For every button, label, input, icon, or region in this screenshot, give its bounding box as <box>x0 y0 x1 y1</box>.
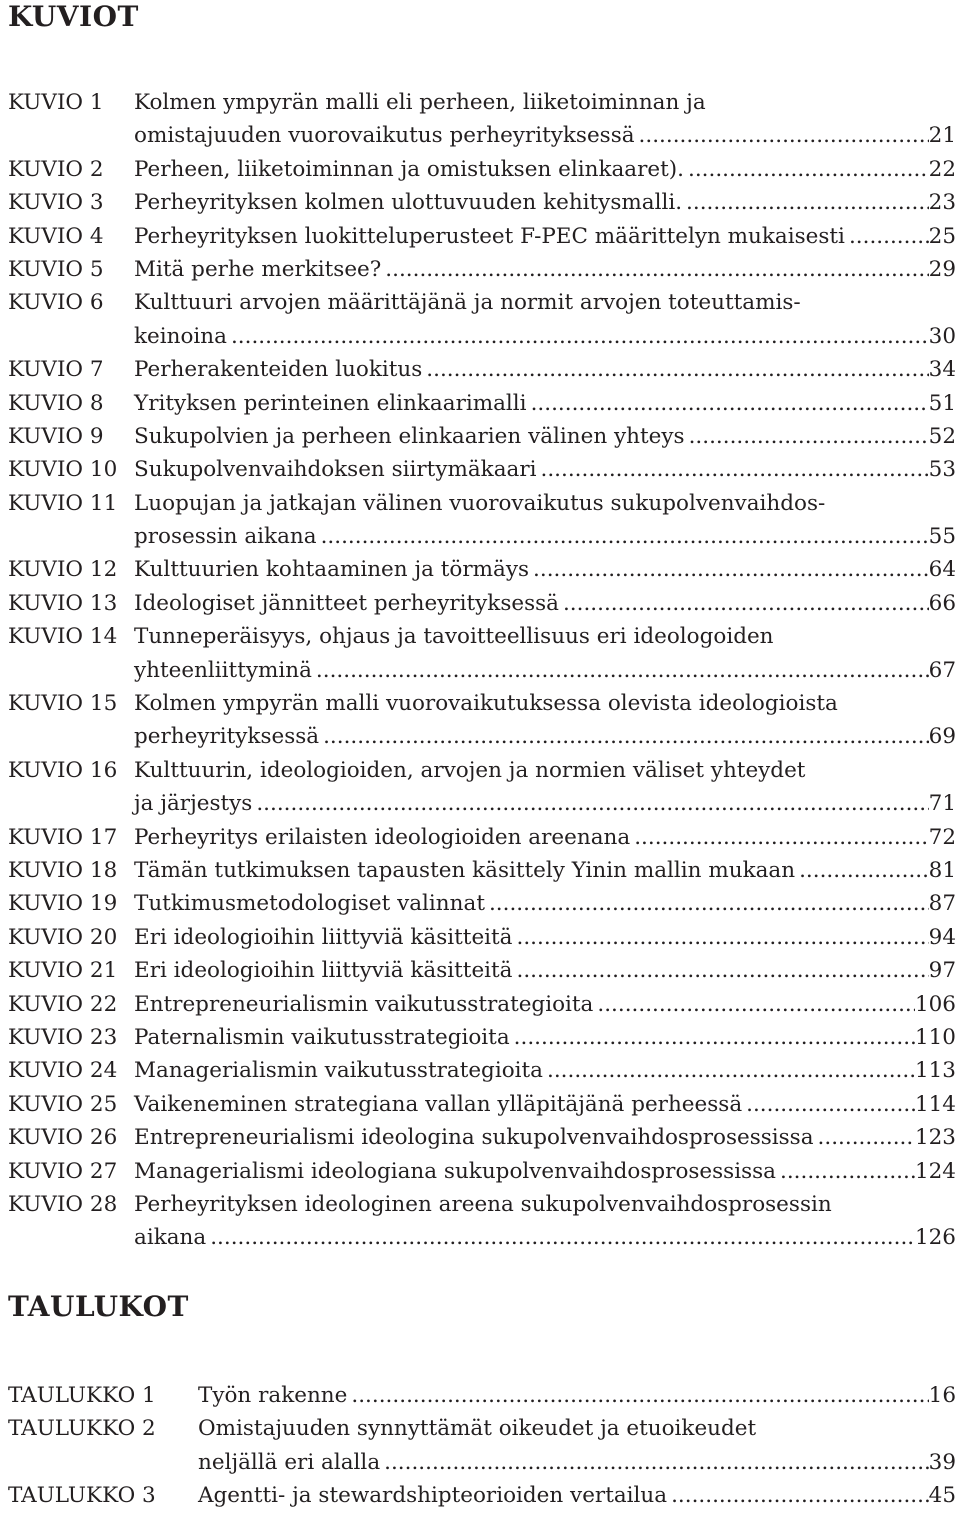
toc-line <box>8 921 956 954</box>
toc-label: KUVIO 27 <box>8 1158 118 1184</box>
page-number: 53 <box>928 457 956 483</box>
toc-line <box>8 353 956 386</box>
toc-line <box>8 487 956 520</box>
toc-label: KUVIO 7 <box>8 357 104 383</box>
toc-entry[interactable] <box>8 1155 956 1188</box>
toc-title-text: Omistajuuden synnyttämät oikeudet ja etuoikeudet <box>198 1416 757 1442</box>
toc-line <box>8 988 956 1021</box>
toc-title-text: Ideologiset jännitteet perheyrityksessä <box>134 590 559 616</box>
dot-leader <box>780 1155 915 1188</box>
page-number: 22 <box>928 156 956 182</box>
page-number: 34 <box>928 357 956 383</box>
toc-entry[interactable] <box>8 387 956 420</box>
page-number: 126 <box>914 1225 956 1251</box>
toc-entry[interactable] <box>8 553 956 586</box>
dot-leader <box>563 587 929 620</box>
toc-label: KUVIO 11 <box>8 490 118 516</box>
toc-line <box>8 787 956 820</box>
toc-title-text: Managerialismi ideologiana sukupolvenvaihdosprosessissa <box>134 1158 776 1184</box>
toc-label: KUVIO 20 <box>8 924 118 950</box>
toc-line <box>8 553 956 586</box>
page-number: 106 <box>914 991 956 1017</box>
toc-title-text: Perheyritys erilaisten ideologioiden areenana <box>134 824 631 850</box>
toc-line <box>8 854 956 887</box>
dot-leader <box>688 153 929 186</box>
dot-leader <box>686 186 929 219</box>
dot-leader <box>385 253 928 286</box>
toc-label: KUVIO 22 <box>8 991 118 1017</box>
page-number: 21 <box>928 123 956 149</box>
page-number: 94 <box>928 924 956 950</box>
dot-leader <box>210 1221 915 1254</box>
dot-leader <box>849 220 929 253</box>
toc-title-text: prosessin aikana <box>134 524 317 550</box>
dot-leader <box>323 720 929 753</box>
dot-leader <box>489 887 929 920</box>
toc-label: KUVIO 8 <box>8 390 104 416</box>
toc-label: KUVIO 2 <box>8 156 104 182</box>
toc-line <box>8 1221 956 1254</box>
toc-title-text: Mitä perhe merkitsee? <box>134 256 382 282</box>
toc-line <box>8 320 956 353</box>
page-number: 51 <box>928 390 956 416</box>
toc-label: KUVIO 13 <box>8 590 118 616</box>
toc-entry[interactable] <box>8 453 956 486</box>
tables-heading: TAULUKOT <box>8 1290 189 1323</box>
toc-entry[interactable] <box>8 186 956 219</box>
toc-title-text: Luopujan ja jatkajan välinen vuorovaikutus sukupolvenvaihdos- <box>134 490 826 516</box>
dot-leader <box>426 353 928 386</box>
page-number: 16 <box>928 1383 956 1408</box>
toc-entry[interactable] <box>8 1479 956 1512</box>
toc-line <box>8 1155 956 1188</box>
toc-line <box>8 720 956 753</box>
toc-line <box>8 954 956 987</box>
toc-label: KUVIO 19 <box>8 891 118 917</box>
toc-line <box>8 620 956 653</box>
toc-entry[interactable] <box>8 1054 956 1087</box>
dot-leader <box>531 387 929 420</box>
toc-line <box>8 1412 956 1445</box>
figures-list <box>8 86 956 1255</box>
toc-title-text: ja järjestys <box>134 791 253 817</box>
toc-label: KUVIO 28 <box>8 1191 118 1217</box>
dot-leader <box>541 453 929 486</box>
toc-title-text: Tutkimusmetodologiset valinnat <box>134 891 485 917</box>
page-number: 39 <box>928 1449 956 1475</box>
page-number: 124 <box>914 1158 956 1184</box>
page-number: 113 <box>914 1058 956 1084</box>
toc-entry[interactable] <box>8 1121 956 1154</box>
dot-leader <box>547 1054 915 1087</box>
toc-label: TAULUKKO 3 <box>8 1483 156 1509</box>
dot-leader <box>231 320 929 353</box>
toc-label: KUVIO 9 <box>8 423 104 449</box>
toc-entry[interactable] <box>8 353 956 386</box>
toc-title-text: omistajuuden vuorovaikutus perheyrityksessä <box>134 123 635 149</box>
toc-entry[interactable] <box>8 1021 956 1054</box>
page-number: 55 <box>928 524 956 550</box>
toc-title-text: Kulttuurin, ideologioiden, arvojen ja normien väliset yhteydet <box>134 757 806 783</box>
page-number: 87 <box>928 891 956 917</box>
toc-title-text: perheyrityksessä <box>134 724 320 750</box>
toc-title-text: Managerialismin vaikutusstrategioita <box>134 1058 543 1084</box>
toc-entry[interactable] <box>8 887 956 920</box>
toc-label: KUVIO 3 <box>8 190 104 216</box>
toc-title-text: Sukupolvien ja perheen elinkaarien välinen yhteys <box>134 423 685 449</box>
page-number: 23 <box>928 190 956 216</box>
toc-entry[interactable] <box>8 487 956 554</box>
toc-title-text: Kolmen ympyrän malli eli perheen, liiketoiminnan ja <box>134 90 706 115</box>
toc-entry[interactable] <box>8 1412 956 1479</box>
toc-title-text: Entrepreneurialismin vaikutusstrategioita <box>134 991 594 1017</box>
page-number: 67 <box>928 657 956 683</box>
toc-label: KUVIO 21 <box>8 958 118 984</box>
toc-title-text: Tämän tutkimuksen tapausten käsittely Yinin mallin mukaan <box>134 857 796 883</box>
toc-line <box>8 754 956 787</box>
page-number: 69 <box>928 724 956 750</box>
page-number: 29 <box>928 256 956 282</box>
toc-line <box>8 1379 956 1412</box>
toc-title-text: Perherakenteiden luokitus <box>134 357 423 383</box>
toc-entry[interactable] <box>8 687 956 754</box>
page-number: 97 <box>928 958 956 984</box>
toc-line <box>8 119 956 152</box>
toc-title-text: Perheyrityksen luokitteluperusteet F-PEC määrittelyn mukaisesti <box>134 223 845 249</box>
toc-title-text: Perheyrityksen ideologinen areena sukupolvenvaihdosprosessin <box>134 1191 832 1217</box>
dot-leader <box>818 1121 915 1154</box>
toc-entry[interactable] <box>8 253 956 286</box>
toc-entry[interactable] <box>8 620 956 687</box>
dot-leader <box>514 1021 915 1054</box>
toc-line <box>8 286 956 319</box>
toc-entry[interactable] <box>8 754 956 821</box>
toc-title-text: Eri ideologioihin liittyviä käsitteitä <box>134 958 513 984</box>
toc-line <box>8 453 956 486</box>
toc-entry[interactable] <box>8 1088 956 1121</box>
page-number: 123 <box>914 1125 956 1151</box>
toc-label: KUVIO 5 <box>8 256 104 282</box>
toc-line <box>8 687 956 720</box>
page-number: 25 <box>928 223 956 249</box>
dot-leader <box>533 553 929 586</box>
toc-label: KUVIO 24 <box>8 1058 118 1084</box>
toc-line <box>8 587 956 620</box>
toc-label: KUVIO 10 <box>8 457 118 483</box>
toc-line <box>8 1188 956 1221</box>
toc-label: KUVIO 16 <box>8 757 118 783</box>
toc-title-text: Sukupolvenvaihdoksen siirtymäkaari <box>134 457 537 483</box>
dot-leader <box>634 821 928 854</box>
figures-heading: KUVIOT <box>8 0 139 33</box>
toc-title-text: Paternalismin vaikutusstrategioita <box>134 1024 510 1050</box>
toc-line <box>8 186 956 219</box>
page-number: 64 <box>928 557 956 583</box>
toc-label: KUVIO 6 <box>8 290 104 316</box>
dot-leader <box>746 1088 915 1121</box>
toc-title-text: Perheen, liiketoiminnan ja omistuksen elinkaaret). <box>134 156 684 182</box>
toc-entry[interactable] <box>8 286 956 353</box>
page-number: 72 <box>928 824 956 850</box>
toc-title-text: Tunneperäisyys, ohjaus ja tavoitteellisuus eri ideologoiden <box>134 624 774 650</box>
toc-line <box>8 1054 956 1087</box>
toc-title-text: Kolmen ympyrän malli vuorovaikutuksessa olevista ideologioista <box>134 691 838 717</box>
toc-label: KUVIO 23 <box>8 1024 118 1050</box>
toc-title-text: Kulttuurien kohtaaminen ja törmäys <box>134 557 530 583</box>
dot-leader <box>321 520 929 553</box>
toc-title-text: aikana <box>134 1225 207 1251</box>
toc-entry[interactable] <box>8 420 956 453</box>
dot-leader <box>689 420 929 453</box>
dot-leader <box>316 654 929 687</box>
page-number: 81 <box>928 857 956 883</box>
tables-list <box>8 1379 956 1513</box>
toc-line <box>8 1446 956 1479</box>
page-number: 52 <box>928 423 956 449</box>
toc-line <box>8 153 956 186</box>
toc-entry[interactable] <box>8 821 956 854</box>
toc-title-text: neljällä eri alalla <box>198 1449 381 1475</box>
toc-entry[interactable] <box>8 153 956 186</box>
toc-label: KUVIO 15 <box>8 691 118 717</box>
dot-leader <box>517 954 929 987</box>
toc-line <box>8 821 956 854</box>
toc-line <box>8 387 956 420</box>
toc-entry[interactable] <box>8 86 956 153</box>
toc-line <box>8 654 956 687</box>
page-number: 110 <box>914 1024 956 1050</box>
toc-entry[interactable] <box>8 988 956 1021</box>
dot-leader <box>351 1379 928 1412</box>
toc-label: KUVIO 12 <box>8 557 118 583</box>
dot-leader <box>384 1446 929 1479</box>
dot-leader <box>597 988 915 1021</box>
page-number: 45 <box>928 1483 956 1509</box>
toc-line <box>8 1021 956 1054</box>
toc-line <box>8 86 956 119</box>
toc-title-text: Entrepreneurialismi ideologina sukupolvenvaihdosprosessissa <box>134 1125 814 1151</box>
toc-label: TAULUKKO 1 <box>8 1383 156 1408</box>
toc-entry[interactable] <box>8 854 956 887</box>
dot-leader <box>639 119 929 152</box>
toc-label: KUVIO 18 <box>8 857 118 883</box>
toc-line <box>8 887 956 920</box>
toc-title-text: Agentti- ja stewardshipteorioiden vertailua <box>198 1483 668 1509</box>
dot-leader <box>671 1479 929 1512</box>
toc-label: TAULUKKO 2 <box>8 1416 156 1442</box>
toc-line <box>8 420 956 453</box>
page-number: 30 <box>928 323 956 349</box>
toc-line <box>8 1479 956 1512</box>
toc-label: KUVIO 25 <box>8 1091 118 1117</box>
toc-entry[interactable] <box>8 954 956 987</box>
toc-line <box>8 1088 956 1121</box>
toc-label: KUVIO 17 <box>8 824 118 850</box>
toc-title-text: Perheyrityksen kolmen ulottuvuuden kehitysmalli. <box>134 190 683 216</box>
toc-line <box>8 253 956 286</box>
toc-title-text: Eri ideologioihin liittyviä käsitteitä <box>134 924 513 950</box>
toc-entry[interactable] <box>8 1379 956 1412</box>
page-number: 66 <box>928 590 956 616</box>
dot-leader <box>256 787 928 820</box>
toc-line <box>8 520 956 553</box>
dot-leader <box>517 921 929 954</box>
toc-title-text: yhteenliittyminä <box>134 657 312 683</box>
toc-title-text: Vaikeneminen strategiana vallan ylläpitäjänä perheessä <box>134 1091 743 1117</box>
page-number: 114 <box>914 1091 956 1117</box>
toc-line <box>8 220 956 253</box>
dot-leader <box>799 854 929 887</box>
toc-label: KUVIO 26 <box>8 1125 118 1151</box>
toc-title-text: Kulttuuri arvojen määrittäjänä ja normit arvojen toteuttamis- <box>134 290 801 316</box>
toc-line <box>8 1121 956 1154</box>
toc-label: KUVIO 1 <box>8 90 104 115</box>
toc-label: KUVIO 14 <box>8 624 118 650</box>
toc-label: KUVIO 4 <box>8 223 104 249</box>
toc-title-text: keinoina <box>134 323 227 349</box>
toc-entry[interactable] <box>8 220 956 253</box>
toc-entry[interactable] <box>8 921 956 954</box>
toc-title-text: Työn rakenne <box>198 1383 348 1408</box>
page-number: 71 <box>928 791 956 817</box>
toc-title-text: Yrityksen perinteinen elinkaarimalli <box>134 390 527 416</box>
toc-entry[interactable] <box>8 1188 956 1255</box>
toc-entry[interactable] <box>8 587 956 620</box>
